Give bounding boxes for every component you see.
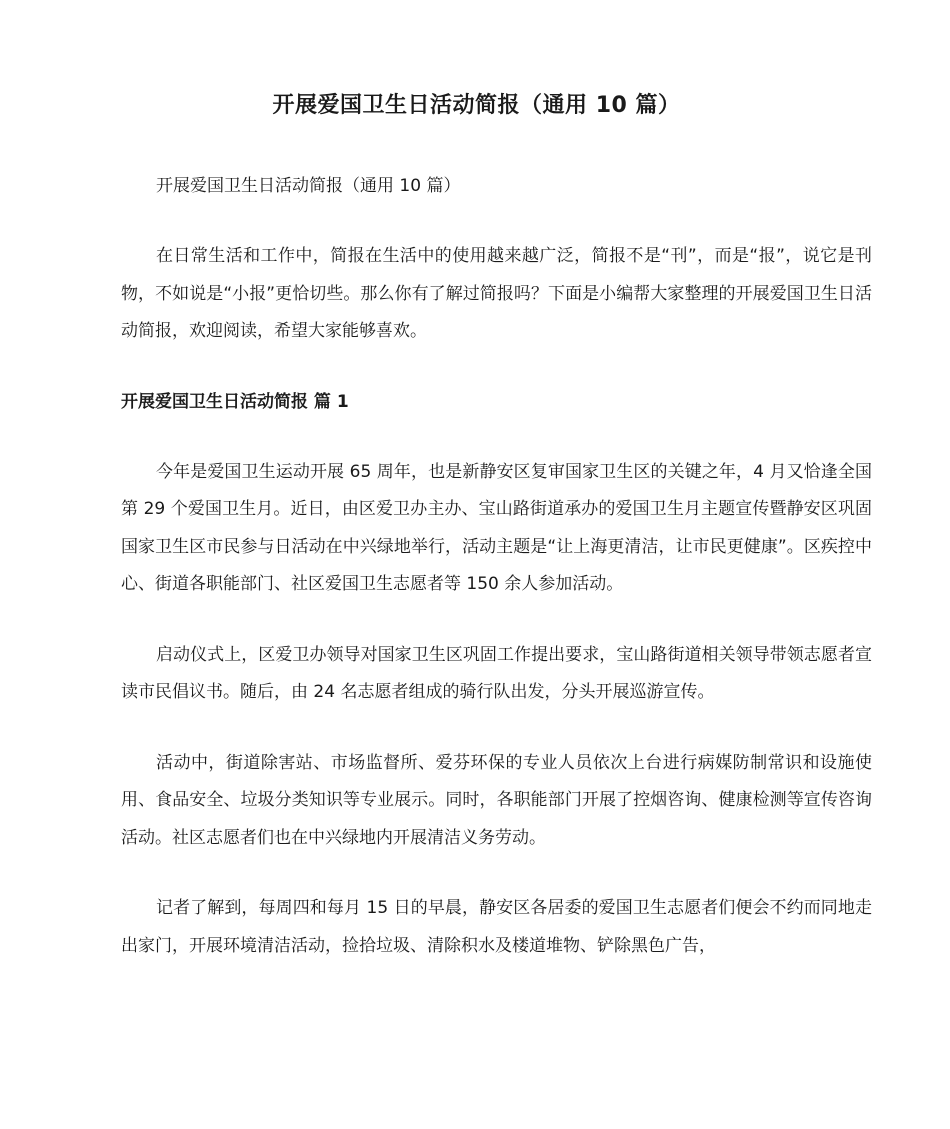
section-heading: 开展爱国卫生日活动简报 篇 1	[121, 391, 349, 412]
body-paragraph-3: 活动中，街道除害站、市场监督所、爱芬环保的专业人员依次上台进行病媒防制常识和设施使用、食品安全、垃圾分类知识等专业展示。同时，各职能部门开展了控烟咨询、健康检测等宣传咨询活动。社区志愿者们也在中兴绿地内开展清洁义务劳动。	[121, 752, 872, 848]
document-title: 开展爱国卫生日活动简报（通用 10 篇）	[272, 93, 681, 118]
body-paragraph-1: 今年是爱国卫生运动开展 65 周年，也是新静安区复审国家卫生区的关键之年，4 月又恰逢全国第 29 个爱国卫生月。近日，由区爱卫办主办、宝山路街道承办的爱国卫生月主题宣传暨静安区巩固国家卫生区市民参与日活动在中兴绿地举行，活动主题是“让上海更清洁，让市民更健康”。区疾控中心、街道各职能部门、社区爱国卫生志愿者等 150 余人参加活动。	[121, 461, 872, 594]
body-paragraph-2: 启动仪式上，区爱卫办领导对国家卫生区巩固工作提出要求，宝山路街道相关领导带领志愿者宣读市民倡议书。随后，由 24 名志愿者组成的骑行队出发，分头开展巡游宣传。	[121, 644, 872, 702]
document-subtitle: 开展爱国卫生日活动简报（通用 10 篇）	[156, 176, 461, 196]
intro-paragraph: 在日常生活和工作中，简报在生活中的使用越来越广泛，简报不是“刊”，而是“报”，说它是刊物，不如说是“小报”更恰切些。那么你有了解过简报吗？下面是小编帮大家整理的开展爱国卫生日活动简报，欢迎阅读，希望大家能够喜欢。	[121, 246, 872, 341]
body-paragraph-4: 记者了解到，每周四和每月 15 日的早晨，静安区各居委的爱国卫生志愿者们便会不约而同地走出家门，开展环境清洁活动，捡拾垃圾、清除积水及楼道堆物、铲除黑色广告，	[121, 898, 872, 956]
